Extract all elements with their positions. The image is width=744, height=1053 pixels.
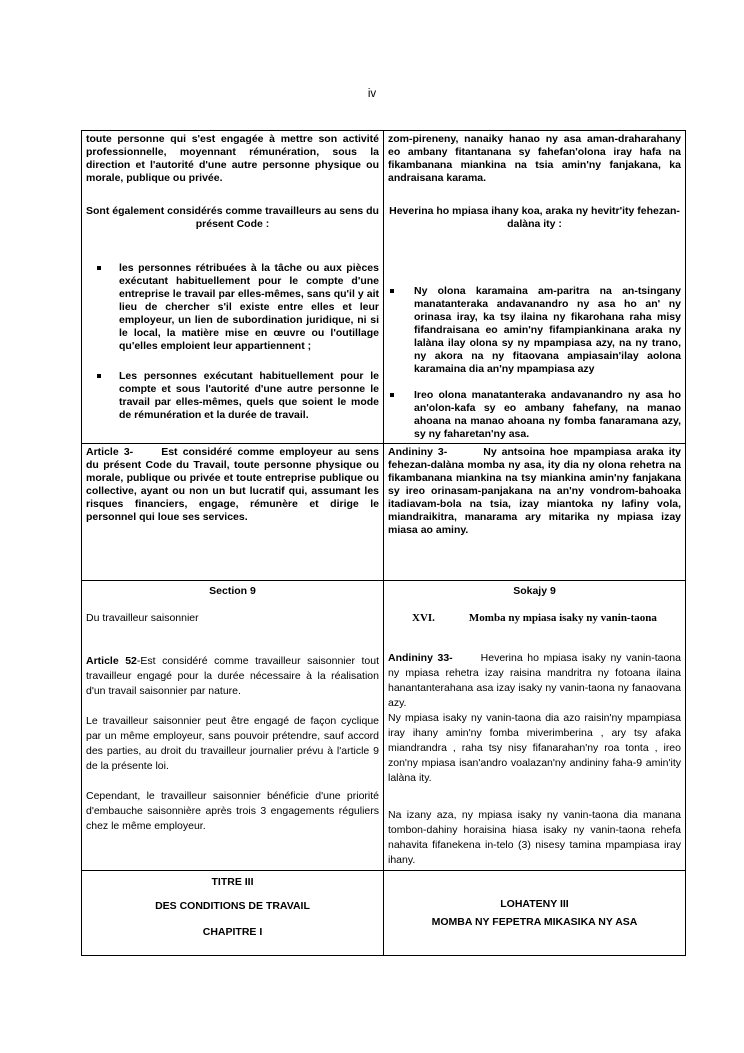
section-title-mg: Sokajy 9 (513, 585, 556, 597)
list-item (86, 370, 379, 422)
cell-row1-malagasy (384, 131, 686, 444)
cell-article3-malagasy (384, 444, 686, 581)
paragraph-article52 (86, 654, 379, 699)
cell-section9-malagasy (384, 581, 686, 871)
article-text: -Est considéré comme travailleur saisonnier tout travailleur engagé pour la durée nécessaire à la réalisation d'un travail saisonnier par nature. (86, 655, 379, 697)
paragraph-worker-def-mg: zom-pireneny, nanaiky hanao ny asa aman-draharahany eo ambany fitantanana sy fahefan'olona iray hafa na fikambanana miankina na tsia amin'ny fanjakana, ka andraisana karama. (388, 133, 681, 184)
bullet-text-fr-1: les personnes rétribuées à la tâche ou aux pièces exécutant habituellement pour le compte d'une entreprise le travail par elles-mêmes, sans qu'il y ait lieu de chercher s'il existe entre elles et leur employeur, un lien de subordination juridique, ni si le local, la matière mise en œuvre ou l'outillage qu'elles emploient leur appartiennent ; (119, 262, 379, 352)
paragraph-cyclique: Le travailleur saisonnier peut être engagé de façon cyclique par un même employeur, sans pouvoir prétendre, sauf accord des parties, au droit du travailleur journalier prévu à l'article 9 de la présente loi. (86, 715, 379, 772)
article-text: Est considéré comme employeur au sens du présent Code du Travail, toute personne physique ou morale, publique ou privée et toute entreprise publique ou collective, ayant ou non un but lucratif qui, assumant les risques financiers, engage, rémunère et dirige le personnel qui loue ses services. (86, 446, 379, 523)
title-lohateny3: LOHATENY III (500, 898, 569, 910)
bilingual-table (81, 130, 686, 956)
cell-section9-french (82, 581, 384, 871)
title-fepetra-mikasika: MOMBA NY FEPETRA MIKASIKA NY ASA (431, 916, 638, 928)
square-bullet-icon (97, 266, 101, 270)
table-row (82, 131, 686, 444)
bullet-text-mg-1: Ny olona karamaina am-paritra na an-tsingany manatanteraka andavanandro ny asa ho an' ny orinasa iray, ka tsy ilaina ny fikarohana raha misy fifandraisana eo amin'ny fifampiankinana araka ny lalàna ilay olona sy ny mpampiasa azy, na ny trano, ny akora na ny fitaovana ampiasain'ilay aolona karamaina dia an'ny mpampiasa azy (414, 285, 681, 375)
subtitle-text: Momba ny mpiasa isaky ny vanin-taona (468, 612, 657, 624)
paragraph-cependant: Cependant, le travailleur saisonnier bénéficie d'une priorité d'embauche saisonnière après trois 3 engagements réguliers chez le même employeur. (86, 790, 379, 832)
bullet-text-mg-2: Ireo olona manatanteraka andavanandro ny asa ho an'olon-kafa sy eo ambany fahefany, na manao ahoana na manao ahoana ny fomba fanaramana azy, sy ny faharetan'ny asa. (414, 389, 681, 440)
bullet-text-fr-2: Les personnes exécutant habituellement pour le compte et sous l'autorité d'une autre personne le travail par elles-mêmes, quels que soient le mode de rémunération et la durée de travail. (119, 370, 379, 421)
paragraph-na-izany: Na izany aza, ny mpiasa isaky ny vanin-taona dia manana tombon-dahiny horaisina hiasa isaky ny vanin-taona rehefa nahavita fifanekena in-telo (3) nisesy tamina mpampiasa iray ihany. (388, 809, 681, 866)
list-item (388, 285, 681, 376)
title-chapitre1: CHAPITRE I (202, 926, 263, 938)
article-text: Heverina ho mpiasa isaky ny vanin-taona ny mpiasa rehetra izay raisina mandritra ny fotoana ilaina hanantanterahana asa izay isaky ny vanin-taona ny fanaovana azy. (388, 652, 681, 709)
heading-also-considered-mg: Heverina ho mpiasa ihany koa, araka ny hevitr'ity fehezan-dalàna ity : (389, 205, 680, 230)
article-number: Article 52 (86, 655, 137, 667)
cell-titre3-malagasy (384, 871, 686, 956)
roman-numeral: XVI. (412, 612, 435, 624)
section-title-fr: Section 9 (209, 585, 256, 597)
list-item (388, 389, 681, 441)
paragraph-worker-def-fr: toute personne qui s'est engagée à mettre son activité professionnelle, moyennant rémunération, sous la direction et l'autorité d'une autre personne physique ou morale, publique ou privée. (86, 133, 379, 184)
square-bullet-icon (97, 374, 101, 378)
cell-row1-french (82, 131, 384, 444)
cell-article3-french (82, 444, 384, 581)
title-titre3: TITRE III (211, 876, 254, 888)
square-bullet-icon (390, 289, 394, 293)
table-row (82, 581, 686, 871)
section-subtitle-mg (388, 612, 681, 625)
square-bullet-icon (390, 393, 394, 397)
paragraph-article3-mg (388, 446, 681, 537)
heading-also-considered-fr: Sont également considérés comme travailleurs au sens du présent Code : (86, 205, 379, 230)
article-number: Andininy 33- (388, 652, 453, 664)
page-number: iv (367, 88, 377, 100)
title-conditions-travail: DES CONDITIONS DE TRAVAIL (155, 900, 310, 912)
list-item (86, 262, 379, 353)
article-text: Ny antsoina hoe mpampiasa araka ity fehezan-dalàna momba ny asa, ity dia ny olona rehetra na fikambanana miankina na tsy miankina amin'ny fanjakana sy ireo orinasam-panjakana na an'ny vondrom-bahoaka itadiavam-bola na tsia, izay miantoka ny lafiny vola, miandraikitra, manarama ary mitarika ny mpiasa izay miasa ao aminy. (388, 446, 681, 536)
paragraph-miverimberina: Ny mpiasa isaky ny vanin-taona dia azo raisin'ny mpampiasa iray ihany amin'ny fomba miverimberina , ary tsy afaka miandrandra , raha tsy nisy fifanarahan'ny roa tonta , ireo zon'ny mpiasa isan'andro voalazan'ny andininy faha-9 amin'ity lalàna ity. (388, 712, 681, 784)
paragraph-article3-fr (86, 446, 379, 524)
article-number: Article 3- (86, 446, 134, 458)
table-row (82, 871, 686, 956)
cell-titre3-french (82, 871, 384, 956)
section-subtitle-fr: Du travailleur saisonnier (86, 612, 199, 624)
table-row (82, 444, 686, 581)
paragraph-andininy33 (388, 651, 681, 711)
article-number: Andininy 3- (388, 446, 448, 458)
